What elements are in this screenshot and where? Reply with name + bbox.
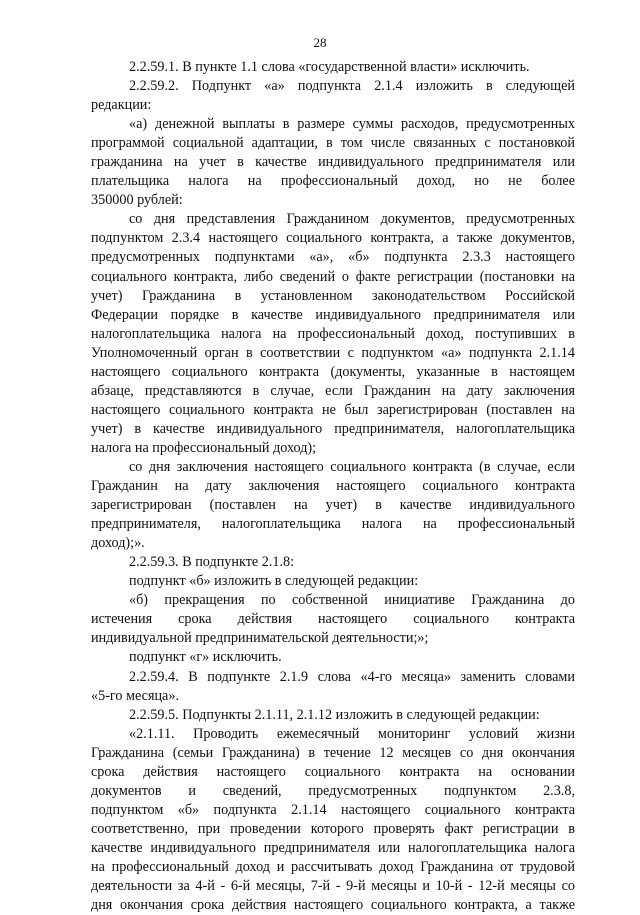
text-line: «5-го месяца». bbox=[91, 687, 179, 704]
text-line: предусмотренных подпунктами «а», «б» подпункта 2.3.3 настоящего bbox=[91, 249, 575, 266]
text-line: срока действия настоящего социального контракта на основании bbox=[91, 763, 575, 780]
text-line: индивидуальной предпринимательской деятельности;»; bbox=[91, 630, 429, 647]
text-line: налога на профессиональный доход); bbox=[91, 439, 317, 456]
text-line: 2.2.59.3. В подпункте 2.1.8: bbox=[129, 554, 295, 571]
text-line: гражданина на учет в качестве индивидуального предпринимателя или bbox=[91, 154, 575, 171]
text-line: подпунктом 2.3.4 настоящего социального контракта, а также документов, bbox=[91, 230, 575, 247]
text-line: соответственно, при проведении которого проверять факт регистрации в bbox=[91, 820, 575, 837]
text-line: подпункт «б» изложить в следующей редакции: bbox=[129, 573, 419, 590]
text-line: налогоплательщика налога на профессиональный доход, поступивших в bbox=[91, 325, 575, 342]
text-line: 2.2.59.2. Подпункт «а» подпункта 2.1.4 изложить в следующей bbox=[129, 78, 575, 95]
text-line: со дня представления Гражданином документов, предусмотренных bbox=[129, 211, 575, 228]
text-line: Гражданин на дату заключения настоящего социального контракта bbox=[91, 478, 575, 495]
text-line: зарегистрирован (поставлен на учет) в качестве индивидуального bbox=[91, 497, 575, 514]
text-line: качестве индивидуального предпринимателя или налогоплательщика налога bbox=[91, 839, 575, 856]
text-line: документов и сведений, предусмотренных подпунктом 2.3.8, bbox=[91, 782, 575, 799]
document-body bbox=[91, 58, 575, 915]
text-line: со дня заключения настоящего социального контракта (в случае, если bbox=[129, 458, 575, 475]
text-line: 2.2.59.4. В подпункте 2.1.9 слова «4-го месяца» заменить словами bbox=[129, 668, 575, 685]
text-line: на профессиональный доход и рассчитывать доход Гражданина от трудовой bbox=[91, 858, 575, 875]
text-line: дня окончания срока действия настоящего социального контракта, а также bbox=[91, 897, 575, 914]
text-line: учет) Гражданина в установленном законодательством Российской bbox=[91, 287, 575, 304]
text-line: 2.2.59.1. В пункте 1.1 слова «государственной власти» исключить. bbox=[129, 59, 530, 75]
text-line: плательщика налога на профессиональный доход, но не более bbox=[91, 173, 575, 190]
text-line: программой социальной адаптации, в том числе связанных с постановкой bbox=[91, 135, 575, 152]
text-line: настоящего социального контракта (документы, указанные в настоящем bbox=[91, 363, 575, 380]
text-line: истечения срока действия настоящего социального контракта bbox=[91, 611, 575, 628]
text-line: учет) в качестве индивидуального предпринимателя, налогоплательщика bbox=[91, 420, 575, 437]
text-line: абзаце, представляются в случае, если Гражданин на дату заключения bbox=[91, 382, 575, 399]
text-line: предпринимателя, налогоплательщика налога на профессиональный bbox=[91, 516, 575, 533]
text-line: редакции: bbox=[91, 97, 152, 114]
text-line: «б) прекращения по собственной инициативе Гражданина до bbox=[129, 592, 575, 609]
text-line: 2.2.59.5. Подпункты 2.1.11, 2.1.12 изложить в следующей редакции: bbox=[129, 706, 540, 723]
text-line: Уполномоченный орган в соответствии с подпунктом «а» подпункта 2.1.14 bbox=[91, 344, 575, 361]
page-number: 28 bbox=[313, 35, 327, 50]
text-line: 350000 рублей: bbox=[91, 192, 183, 209]
text-line: Гражданина (семьи Гражданина) в течение 12 месяцев со дня окончания bbox=[91, 744, 575, 761]
text-line: «2.1.11. Проводить ежемесячный мониторинг условий жизни bbox=[129, 725, 575, 742]
text-line: подпункт «г» исключить. bbox=[129, 649, 282, 666]
text-line: доход);». bbox=[91, 535, 145, 552]
text-line: Федерации порядке в качестве индивидуального предпринимателя или bbox=[91, 306, 575, 323]
text-line: «а) денежной выплаты в размере суммы расходов, предусмотренных bbox=[129, 116, 575, 133]
text-line: настоящего социального контракта не был зарегистрирован (поставлен на bbox=[91, 401, 575, 418]
text-line: деятельности за 4-й - 6-й месяцы, 7-й - 9-й месяцы и 10-й - 12-й месяцы со bbox=[91, 878, 575, 895]
text-line: подпунктом «б» подпункта 2.1.14 настоящего социального контракта bbox=[91, 801, 575, 818]
text-line: социального контракта, либо сведений о факте регистрации (постановки на bbox=[91, 268, 575, 285]
